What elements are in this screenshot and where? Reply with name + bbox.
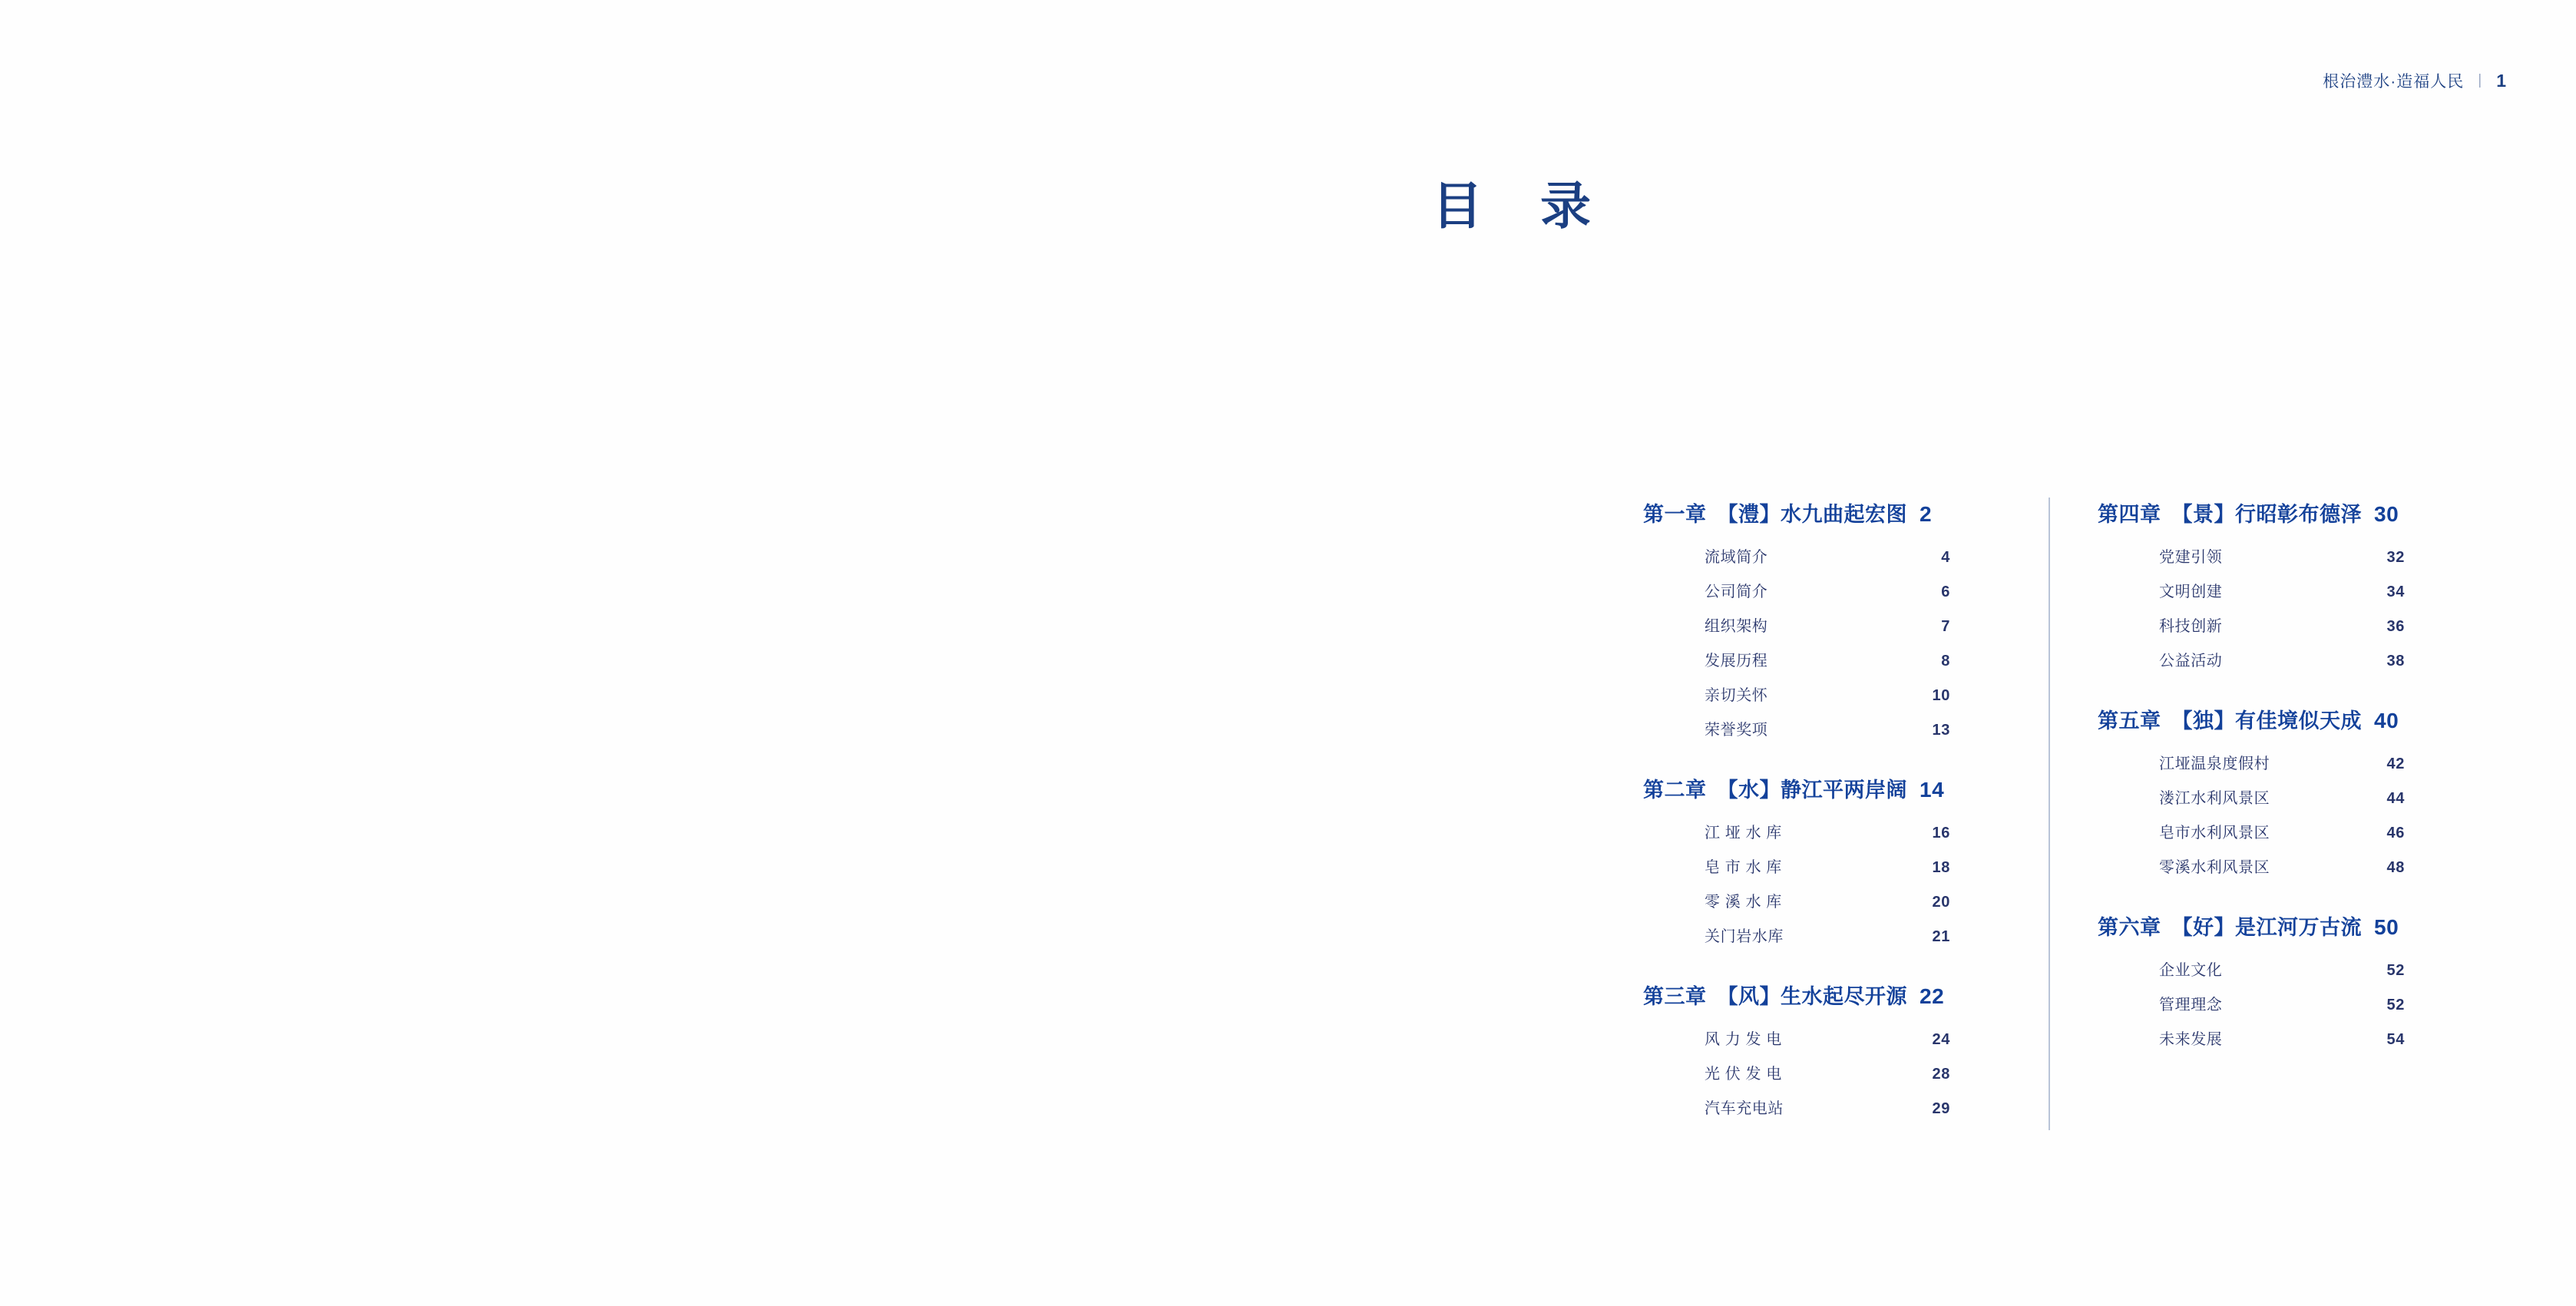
entry-label: 管理理念 [2159,997,2223,1013]
entry-page: 24 [1932,1031,1950,1048]
toc-entry[interactable] [2159,648,2405,670]
running-head-page-number: 1 [2496,70,2507,91]
entry-page: 42 [2386,755,2405,772]
toc-entry[interactable] [2159,613,2405,636]
chapter-entries [1705,1027,1950,1118]
running-head [2323,69,2507,92]
toc-entry[interactable] [1705,683,1950,705]
toc-chapter [2098,498,2503,670]
toc-entry[interactable] [1705,648,1950,670]
entry-page: 7 [1941,618,1950,635]
toc-entry[interactable] [2159,544,2405,567]
toc-entry[interactable] [2159,957,2405,980]
toc-entry[interactable] [1705,613,1950,636]
entry-page: 6 [1941,584,1950,600]
entry-label: 风 力 发 电 [1705,1031,1782,1048]
entry-label: 零 溪 水 库 [1705,894,1782,911]
entry-label: 流域简介 [1705,549,1768,566]
toc-chapter [1643,773,2049,946]
chapter-name: 【风】生水起尽开源 [1717,985,1907,1008]
chapter-page: 2 [1920,502,1933,526]
entry-page: 18 [1932,859,1950,876]
chapter-label: 第五章 [2098,709,2161,732]
toc-chapter [2098,911,2503,1049]
chapter-heading[interactable] [2098,704,2503,734]
entry-page: 44 [2386,790,2405,807]
toc-entry[interactable] [2159,785,2405,808]
chapter-label: 第二章 [1643,779,1707,802]
entry-page: 20 [1932,894,1950,911]
toc-entry[interactable] [1705,855,1950,877]
toc-entry[interactable] [2159,855,2405,877]
entry-page: 21 [1932,928,1950,945]
toc-entry[interactable] [1705,1027,1950,1049]
chapter-page: 40 [2374,709,2399,732]
toc-entry[interactable] [1705,1061,1950,1083]
chapter-page: 22 [1920,984,1945,1008]
page-title: 目 录 [1432,177,1611,236]
chapter-name: 【澧】水九曲起宏图 [1717,503,1907,526]
entry-page: 32 [2386,549,2405,566]
toc-entry[interactable] [2159,751,2405,773]
toc-entry[interactable] [1705,579,1950,601]
entry-label: 亲切关怀 [1705,687,1768,704]
entry-page: 29 [1932,1100,1950,1117]
entry-page: 28 [1932,1066,1950,1083]
entry-label: 企业文化 [2159,962,2223,979]
entry-label: 发展历程 [1705,653,1768,670]
entry-page: 34 [2386,584,2405,600]
toc-entry[interactable] [1705,820,1950,842]
chapter-heading[interactable] [2098,498,2503,527]
toc-entry[interactable] [2159,820,2405,842]
entry-label: 关门岩水库 [1705,928,1784,945]
entry-label: 科技创新 [2159,618,2223,635]
chapter-label: 第三章 [1643,985,1707,1008]
entry-label: 公司简介 [1705,584,1768,600]
entry-label: 荣誉奖项 [1705,722,1768,739]
toc-chapter [2098,704,2503,877]
entry-page: 36 [2386,618,2405,635]
chapter-entries [1705,820,1950,946]
chapter-entries [2159,544,2405,670]
chapter-entries [2159,751,2405,877]
entry-label: 公益活动 [2159,653,2223,670]
entry-label: 零溪水利风景区 [2159,859,2270,876]
entry-label: 光 伏 发 电 [1705,1066,1782,1083]
toc-entry[interactable] [1705,544,1950,567]
chapter-label: 第一章 [1643,503,1707,526]
toc-entry[interactable] [1705,889,1950,911]
chapter-page: 50 [2374,915,2399,939]
entry-label: 组织架构 [1705,618,1768,635]
entry-label: 汽车充电站 [1705,1100,1784,1117]
toc-column-right [2049,498,2503,1130]
entry-page: 52 [2386,997,2405,1013]
chapter-name: 【景】行昭彰布德泽 [2171,503,2362,526]
chapter-name: 【好】是江河万古流 [2171,916,2362,939]
entry-page: 46 [2386,825,2405,841]
entry-page: 54 [2386,1031,2405,1048]
toc-column-left [1643,498,2049,1130]
entry-label: 皂市水利风景区 [2159,825,2270,841]
entry-label: 文明创建 [2159,584,2223,600]
entry-label: 皂 市 水 库 [1705,859,1782,876]
entry-label: 溇江水利风景区 [2159,790,2270,807]
chapter-label: 第六章 [2098,916,2161,939]
chapter-name: 【水】静江平两岸阔 [1717,779,1907,802]
entry-page: 38 [2386,653,2405,670]
entry-page: 52 [2386,962,2405,979]
toc-entry[interactable] [1705,924,1950,946]
toc-entry[interactable] [2159,992,2405,1014]
entry-label: 江 垭 水 库 [1705,825,1782,841]
entry-page: 48 [2386,859,2405,876]
entry-page: 4 [1941,549,1950,566]
toc-entry[interactable] [2159,579,2405,601]
toc-chapter [1643,980,2049,1118]
entry-page: 10 [1932,687,1950,704]
chapter-heading[interactable] [1643,498,2049,527]
toc-entry[interactable] [1705,717,1950,739]
chapter-entries [1705,544,1950,739]
chapter-heading[interactable] [1643,980,2049,1010]
entry-label: 江垭温泉度假村 [2159,755,2270,772]
toc-columns [1643,498,2503,1130]
chapter-entries [2159,957,2405,1049]
chapter-heading[interactable] [2098,911,2503,941]
chapter-page: 30 [2374,502,2399,526]
running-head-slogan: 根治澧水·造福人民 [2323,73,2465,91]
entry-label: 未来发展 [2159,1031,2223,1048]
chapter-heading[interactable] [1643,773,2049,803]
chapter-name: 【独】有佳境似天成 [2171,709,2362,732]
chapter-page: 14 [1920,778,1945,802]
running-head-separator: | [2478,72,2483,88]
toc-entry[interactable] [2159,1027,2405,1049]
entry-label: 党建引领 [2159,549,2223,566]
toc-entry[interactable] [1705,1096,1950,1118]
toc-chapter [1643,498,2049,739]
entry-page: 13 [1932,722,1950,739]
entry-page: 16 [1932,825,1950,841]
entry-page: 8 [1941,653,1950,670]
chapter-label: 第四章 [2098,503,2161,526]
